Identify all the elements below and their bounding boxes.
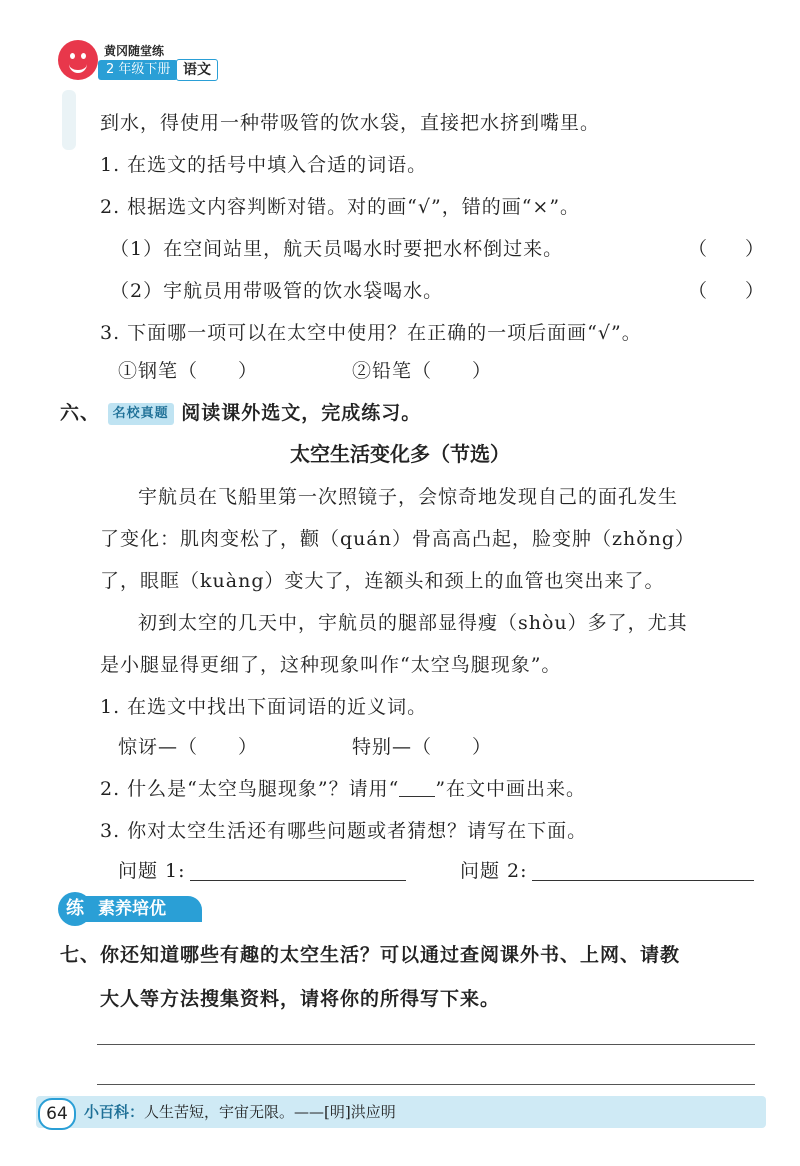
problem-2-row — [460, 858, 754, 884]
synonym-blank-2[interactable]: 特别—（ ） — [352, 736, 493, 758]
problem-1-row — [118, 858, 406, 884]
problem-2-label: 问题 2: — [460, 860, 528, 882]
option-pencil[interactable]: ②铅笔（ ） — [352, 360, 493, 382]
smiley-logo-icon — [58, 40, 98, 80]
section-instruction: 阅读课外选文，完成练习。 — [181, 402, 422, 424]
q2-suffix: ”在文中画出来。 — [435, 778, 587, 800]
s6-question-2 — [100, 776, 586, 802]
section-6-heading — [60, 400, 421, 426]
question-1: 1. 在选文的括号中填入合适的词语。 — [100, 154, 428, 176]
section-banner — [58, 892, 206, 922]
banner-label: 素养培优 — [98, 899, 166, 919]
writing-line-1[interactable] — [97, 1044, 755, 1045]
tip-text: 人生苦短，宇宙无限。——[明]洪应明 — [144, 1103, 396, 1121]
problem-1-label: 问题 1: — [118, 860, 186, 882]
footer-tip — [84, 1101, 396, 1123]
answer-blank-1[interactable]: （ ） — [688, 238, 765, 260]
margin-decoration — [62, 90, 76, 150]
passage-p2-line2: 是小腿显得更细了，这种现象叫作“太空鸟腿现象”。 — [100, 654, 562, 676]
problem-2-input[interactable] — [532, 860, 754, 881]
problem-1-input[interactable] — [190, 860, 406, 881]
s6-question-3: 3. 你对太空生活还有哪些问题或者猜想？请写在下面。 — [100, 820, 588, 842]
answer-blank-2[interactable]: （ ） — [688, 280, 765, 302]
question-2: 2. 根据选文内容判断对错。对的画“√”，错的画“×”。 — [100, 196, 581, 218]
grade-label: 2 年级下册 — [98, 60, 178, 80]
practice-icon: 练 — [58, 892, 92, 926]
statement-1: （1）在空间站里，航天员喝水时要把水杯倒过来。 — [110, 238, 564, 260]
question-3: 3. 下面哪一项可以在太空中使用？在正确的一项后面画“√”。 — [100, 322, 642, 344]
passage-continuation: 到水，得使用一种带吸管的饮水袋，直接把水挤到嘴里。 — [100, 112, 601, 134]
statement-2: （2）宇航员用带吸管的饮水袋喝水。 — [110, 280, 444, 302]
synonym-blank-1[interactable]: 惊讶—（ ） — [118, 736, 259, 758]
section-7-line2: 大人等方法搜集资料，请将你的所得写下来。 — [100, 988, 501, 1010]
section-7-line1: 七、你还知道哪些有趣的太空生活？可以通过查阅课外书、上网、请教 — [60, 944, 681, 966]
option-pen[interactable]: ①钢笔（ ） — [118, 360, 259, 382]
passage-p1-line3: 了，眼眶（kuàng）变大了，连额头和颈上的血管也突出来了。 — [100, 570, 665, 592]
passage-title: 太空生活变化多（节选） — [290, 442, 510, 466]
exam-tag: 名校真题 — [108, 403, 174, 425]
passage-p1-line1: 宇航员在飞船里第一次照镜子，会惊奇地发现自己的面孔发生 — [138, 486, 679, 508]
passage-p2-line1: 初到太空的几天中，宇航员的腿部显得瘦（shòu）多了，尤其 — [138, 612, 688, 634]
subject-label: 语文 — [176, 59, 218, 81]
brand-name: 黄冈随堂练 — [104, 44, 165, 58]
q2-prefix: 2. 什么是“太空鸟腿现象”？请用“ — [100, 778, 400, 800]
underline-sample — [399, 778, 435, 797]
passage-p1-line2: 了变化：肌肉变松了，颧（quán）骨高高凸起，脸变肿（zhǒng） — [100, 528, 696, 550]
section-number: 六、 — [60, 402, 101, 424]
tip-label: 小百科： — [84, 1103, 145, 1121]
s6-question-1: 1. 在选文中找出下面词语的近义词。 — [100, 696, 428, 718]
writing-line-2[interactable] — [97, 1084, 755, 1085]
page-number: 64 — [38, 1098, 76, 1130]
